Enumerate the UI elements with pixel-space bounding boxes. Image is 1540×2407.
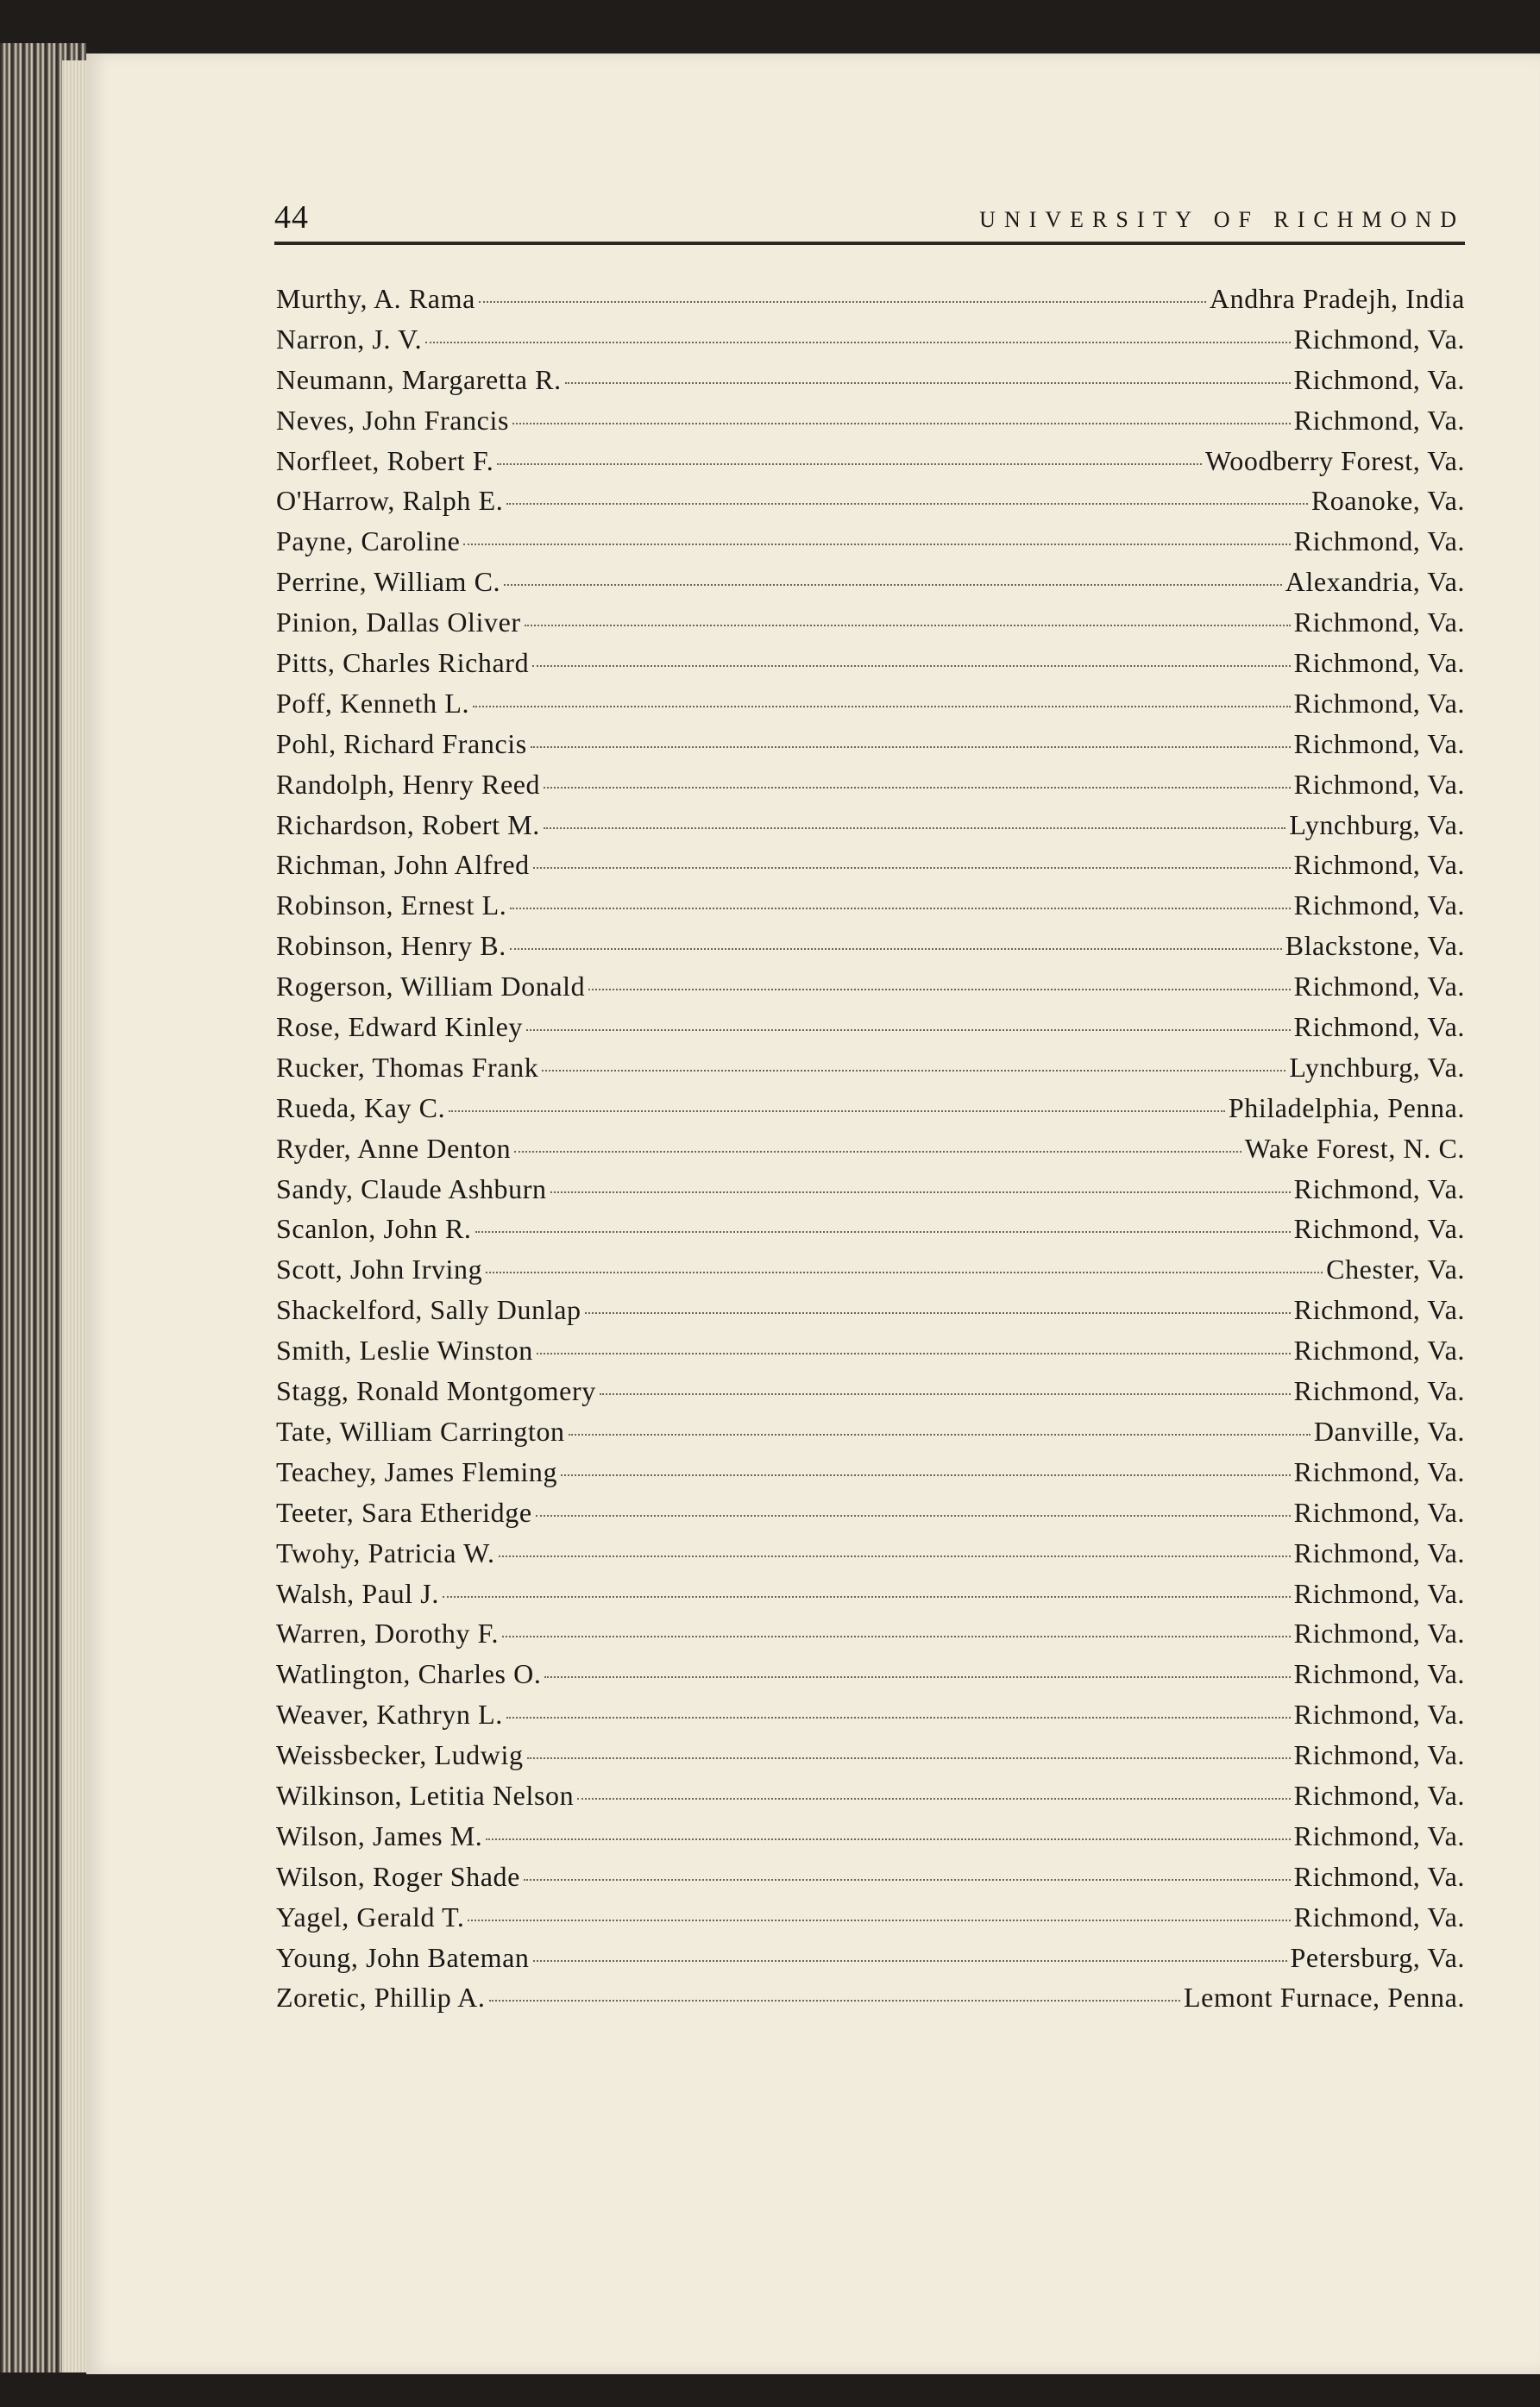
entry-hometown: Richmond, Va. bbox=[1293, 1860, 1465, 1892]
entry-name: Tate, William Carrington bbox=[276, 1415, 565, 1447]
entry-hometown: Richmond, Va. bbox=[1293, 363, 1465, 395]
entry-hometown: Richmond, Va. bbox=[1293, 1496, 1465, 1528]
entry-name: Robinson, Ernest L. bbox=[276, 889, 507, 921]
running-head: UNIVERSITY OF RICHMOND bbox=[979, 207, 1465, 232]
directory-entry bbox=[276, 1618, 1465, 1658]
dot-leader bbox=[510, 948, 1282, 950]
entry-name: Yagel, Gerald T. bbox=[276, 1901, 465, 1933]
directory-entry bbox=[276, 809, 1465, 850]
dot-leader bbox=[506, 503, 1308, 505]
dot-leader bbox=[524, 1879, 1291, 1881]
directory-entry bbox=[276, 1942, 1465, 1983]
entry-name: Ryder, Anne Denton bbox=[276, 1132, 512, 1164]
page-number: 44 bbox=[274, 199, 309, 236]
entry-hometown: Richmond, Va. bbox=[1293, 1375, 1465, 1407]
entry-hometown: Richmond, Va. bbox=[1293, 1172, 1465, 1204]
entry-hometown: Richmond, Va. bbox=[1293, 1618, 1465, 1650]
entry-hometown: Richmond, Va. bbox=[1293, 1901, 1465, 1933]
entry-hometown: Richmond, Va. bbox=[1293, 1658, 1465, 1690]
directory-entry bbox=[276, 849, 1465, 889]
entry-hometown: Richmond, Va. bbox=[1293, 1537, 1465, 1568]
directory-entry bbox=[276, 647, 1465, 688]
dot-leader bbox=[526, 1029, 1291, 1031]
entry-name: Wilson, James M. bbox=[276, 1819, 483, 1851]
dot-leader bbox=[525, 625, 1291, 626]
entry-hometown: Richmond, Va. bbox=[1293, 1011, 1465, 1043]
directory-entry bbox=[276, 688, 1465, 728]
dot-leader bbox=[514, 1151, 1241, 1153]
directory-entry bbox=[276, 728, 1465, 769]
entry-hometown: Richmond, Va. bbox=[1293, 525, 1465, 557]
entry-name: Robinson, Henry B. bbox=[276, 930, 506, 962]
dot-leader bbox=[486, 1272, 1323, 1273]
dot-leader bbox=[561, 1474, 1291, 1476]
dot-leader bbox=[425, 342, 1290, 343]
entry-hometown: Richmond, Va. bbox=[1293, 1699, 1465, 1731]
entry-hometown: Roanoke, Va. bbox=[1311, 485, 1465, 517]
entry-hometown: Petersburg, Va. bbox=[1290, 1941, 1465, 1973]
entry-name: Walsh, Paul J. bbox=[276, 1577, 439, 1609]
dot-leader bbox=[449, 1110, 1225, 1112]
dot-leader bbox=[585, 1312, 1291, 1314]
entry-name: Zoretic, Phillip A. bbox=[276, 1982, 486, 2014]
dot-leader bbox=[527, 1757, 1291, 1759]
directory-entry bbox=[276, 1294, 1465, 1335]
directory-entry bbox=[276, 1335, 1465, 1375]
entry-name: Rucker, Thomas Frank bbox=[276, 1051, 539, 1083]
dot-leader bbox=[544, 1676, 1290, 1678]
entry-name: Smith, Leslie Winston bbox=[276, 1335, 533, 1367]
entry-name: Norfleet, Robert F. bbox=[276, 444, 494, 476]
directory-entry bbox=[276, 1739, 1465, 1780]
directory-entry bbox=[276, 1982, 1465, 2022]
entry-hometown: Richmond, Va. bbox=[1293, 889, 1465, 921]
dot-leader bbox=[544, 787, 1291, 789]
directory-entry bbox=[276, 1861, 1465, 1901]
entry-name: Poff, Kenneth L. bbox=[276, 687, 470, 719]
entry-hometown: Richmond, Va. bbox=[1293, 606, 1465, 638]
dot-leader bbox=[577, 1798, 1290, 1800]
entry-hometown: Richmond, Va. bbox=[1293, 1335, 1465, 1367]
directory-entry bbox=[276, 445, 1465, 486]
entry-hometown: Chester, Va. bbox=[1326, 1254, 1465, 1285]
dot-leader bbox=[533, 1960, 1287, 1962]
entry-hometown: Woodberry Forest, Va. bbox=[1205, 444, 1465, 476]
directory-entry bbox=[276, 1052, 1465, 1092]
entry-hometown: Richmond, Va. bbox=[1293, 404, 1465, 436]
entry-name: Narron, J. V. bbox=[276, 323, 423, 355]
entry-name: Watlington, Charles O. bbox=[276, 1658, 542, 1690]
directory-entry bbox=[276, 1456, 1465, 1497]
entry-hometown: Richmond, Va. bbox=[1293, 971, 1465, 1002]
dot-leader bbox=[479, 301, 1206, 303]
entry-name: Randolph, Henry Reed bbox=[276, 768, 541, 800]
entry-hometown: Philadelphia, Penna. bbox=[1228, 1091, 1465, 1123]
directory-entry bbox=[276, 769, 1465, 809]
dot-leader bbox=[588, 989, 1290, 990]
entry-hometown: Richmond, Va. bbox=[1293, 1213, 1465, 1245]
dot-leader bbox=[499, 1555, 1291, 1557]
directory-entry bbox=[276, 364, 1465, 405]
entry-name: Pitts, Charles Richard bbox=[276, 647, 530, 679]
entry-hometown: Danville, Va. bbox=[1313, 1415, 1465, 1447]
entry-name: Neumann, Margaretta R. bbox=[276, 363, 562, 395]
entry-hometown: Richmond, Va. bbox=[1293, 687, 1465, 719]
dot-leader bbox=[536, 1515, 1291, 1517]
dot-leader bbox=[475, 1231, 1291, 1233]
dot-leader bbox=[489, 2000, 1181, 2002]
entry-hometown: Richmond, Va. bbox=[1293, 1819, 1465, 1851]
entry-hometown: Richmond, Va. bbox=[1293, 647, 1465, 679]
directory-entry bbox=[276, 1578, 1465, 1618]
dot-leader bbox=[486, 1838, 1290, 1840]
student-directory-list bbox=[276, 283, 1465, 2022]
dot-leader bbox=[569, 1434, 1311, 1436]
directory-entry bbox=[276, 1416, 1465, 1456]
directory-entry bbox=[276, 1699, 1465, 1739]
dot-leader bbox=[497, 463, 1202, 465]
entry-name: Wilson, Roger Shade bbox=[276, 1860, 520, 1892]
entry-name: O'Harrow, Ralph E. bbox=[276, 485, 504, 517]
dot-leader bbox=[542, 1070, 1285, 1072]
directory-entry bbox=[276, 324, 1465, 364]
directory-entry bbox=[276, 606, 1465, 647]
directory-entry bbox=[276, 283, 1465, 324]
dot-leader bbox=[565, 382, 1291, 384]
dot-leader bbox=[531, 746, 1291, 748]
entry-name: Teeter, Sara Etheridge bbox=[276, 1496, 532, 1528]
dot-leader bbox=[443, 1596, 1291, 1598]
directory-entry bbox=[276, 1254, 1465, 1294]
page-header bbox=[274, 188, 1465, 245]
directory-entry bbox=[276, 1820, 1465, 1861]
directory-entry bbox=[276, 1658, 1465, 1699]
entry-name: Wilkinson, Letitia Nelson bbox=[276, 1779, 575, 1811]
entry-hometown: Andhra Pradejh, India bbox=[1209, 283, 1465, 314]
dot-leader bbox=[510, 908, 1290, 909]
dot-leader bbox=[532, 665, 1291, 667]
dot-leader bbox=[550, 1191, 1291, 1193]
entry-name: Scanlon, John R. bbox=[276, 1213, 472, 1245]
entry-name: Rose, Edward Kinley bbox=[276, 1011, 524, 1043]
directory-entry bbox=[276, 1375, 1465, 1416]
entry-name: Neves, John Francis bbox=[276, 404, 510, 436]
entry-name: Teachey, James Fleming bbox=[276, 1455, 558, 1487]
entry-name: Young, John Bateman bbox=[276, 1941, 530, 1973]
entry-hometown: Richmond, Va. bbox=[1293, 323, 1465, 355]
dot-leader bbox=[533, 867, 1291, 869]
directory-entry bbox=[276, 930, 1465, 971]
entry-hometown: Richmond, Va. bbox=[1293, 1739, 1465, 1771]
entry-name: Richardson, Robert M. bbox=[276, 808, 540, 840]
entry-name: Stagg, Ronald Montgomery bbox=[276, 1375, 596, 1407]
dot-leader bbox=[473, 706, 1291, 707]
entry-hometown: Lemont Furnace, Penna. bbox=[1184, 1982, 1465, 2014]
dot-leader bbox=[468, 1920, 1290, 1921]
dot-leader bbox=[537, 1353, 1291, 1354]
entry-hometown: Lynchburg, Va. bbox=[1289, 808, 1465, 840]
directory-entry bbox=[276, 1011, 1465, 1052]
entry-name: Weissbecker, Ludwig bbox=[276, 1739, 524, 1771]
entry-hometown: Richmond, Va. bbox=[1293, 727, 1465, 759]
dot-leader bbox=[544, 827, 1285, 829]
entry-name: Rueda, Kay C. bbox=[276, 1091, 446, 1123]
dot-leader bbox=[463, 544, 1290, 545]
entry-name: Richman, John Alfred bbox=[276, 849, 530, 881]
entry-hometown: Alexandria, Va. bbox=[1285, 566, 1465, 598]
entry-name: Pinion, Dallas Oliver bbox=[276, 606, 521, 638]
entry-hometown: Lynchburg, Va. bbox=[1289, 1051, 1465, 1083]
entry-name: Payne, Caroline bbox=[276, 525, 461, 557]
entry-name: Pohl, Richard Francis bbox=[276, 727, 527, 759]
directory-entry bbox=[276, 971, 1465, 1011]
directory-entry bbox=[276, 1537, 1465, 1578]
dot-leader bbox=[502, 1636, 1291, 1637]
entry-name: Shackelford, Sally Dunlap bbox=[276, 1294, 581, 1326]
entry-name: Perrine, William C. bbox=[276, 566, 501, 598]
directory-entry bbox=[276, 485, 1465, 525]
entry-hometown: Richmond, Va. bbox=[1293, 1577, 1465, 1609]
directory-entry bbox=[276, 1133, 1465, 1173]
entry-hometown: Richmond, Va. bbox=[1293, 1455, 1465, 1487]
directory-entry bbox=[276, 1092, 1465, 1133]
dot-leader bbox=[512, 423, 1291, 424]
directory-entry bbox=[276, 1901, 1465, 1942]
dot-leader bbox=[506, 1717, 1291, 1719]
entry-hometown: Wake Forest, N. C. bbox=[1244, 1132, 1465, 1164]
entry-name: Twohy, Patricia W. bbox=[276, 1537, 495, 1568]
directory-entry bbox=[276, 566, 1465, 606]
entry-name: Sandy, Claude Ashburn bbox=[276, 1172, 547, 1204]
entry-hometown: Richmond, Va. bbox=[1293, 1779, 1465, 1811]
entry-name: Scott, John Irving bbox=[276, 1254, 483, 1285]
directory-entry bbox=[276, 1780, 1465, 1820]
directory-entry bbox=[276, 405, 1465, 445]
entry-name: Weaver, Kathryn L. bbox=[276, 1699, 503, 1731]
directory-entry bbox=[276, 1497, 1465, 1537]
dot-leader bbox=[600, 1393, 1291, 1395]
entry-name: Rogerson, William Donald bbox=[276, 971, 586, 1002]
entry-hometown: Blackstone, Va. bbox=[1285, 930, 1465, 962]
dot-leader bbox=[504, 584, 1282, 586]
entry-name: Murthy, A. Rama bbox=[276, 283, 475, 314]
directory-entry bbox=[276, 525, 1465, 566]
entry-hometown: Richmond, Va. bbox=[1293, 1294, 1465, 1326]
entry-hometown: Richmond, Va. bbox=[1293, 849, 1465, 881]
entry-hometown: Richmond, Va. bbox=[1293, 768, 1465, 800]
entry-name: Warren, Dorothy F. bbox=[276, 1618, 500, 1650]
directory-entry bbox=[276, 1173, 1465, 1214]
directory-entry bbox=[276, 889, 1465, 930]
directory-entry bbox=[276, 1213, 1465, 1254]
